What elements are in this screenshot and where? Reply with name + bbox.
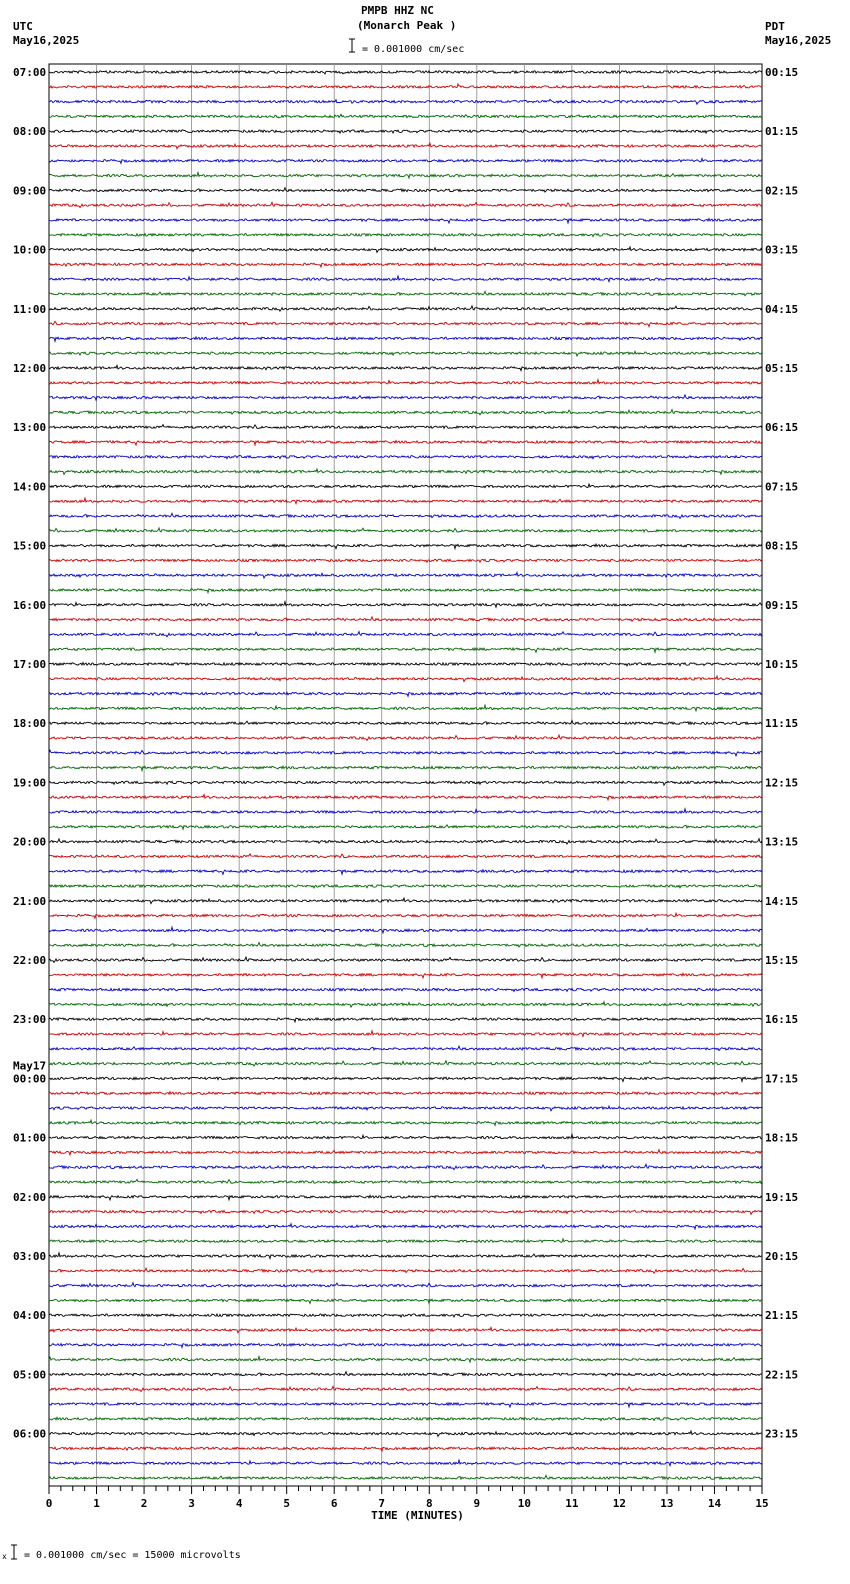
seismic-trace [49,395,762,400]
seismic-trace [49,1134,762,1139]
footer-marker: x [2,1552,7,1561]
seismic-trace [49,337,762,342]
seismic-trace [49,306,762,311]
seismic-trace [49,456,762,459]
left-hour-label: 07:00 [13,66,47,79]
seismic-trace [49,99,762,104]
left-hour-label: 12:00 [13,362,47,375]
left-timezone: UTC [13,20,33,33]
seismic-trace [49,143,762,149]
seismic-trace [49,1018,762,1022]
seismic-trace [49,114,762,118]
scale-label: = 0.001000 cm/sec [362,44,465,55]
seismic-trace [49,1253,762,1259]
right-hour-label: 10:15 [765,658,799,671]
seismic-trace [49,247,762,253]
seismic-trace [49,781,762,786]
left-hour-label: 17:00 [13,658,47,671]
left-hour-label: 22:00 [13,954,47,967]
seismic-trace [49,351,762,356]
seismic-trace [49,1268,762,1273]
right-hour-label: 18:15 [765,1131,799,1145]
right-hour-label: 01:15 [765,125,799,139]
x-tick-label: 0 [45,1497,53,1510]
seismic-trace [49,410,762,415]
seismic-trace [49,735,762,740]
x-tick-label: 10 [517,1497,531,1510]
left-date: May16,2025 [13,34,80,47]
right-hour-label: 05:15 [765,362,799,375]
seismic-trace [49,1431,762,1437]
left-hour-label: 14:00 [13,480,47,494]
footer-scale-bar-icon [10,1544,18,1562]
x-tick-label: 11 [565,1497,579,1510]
seismic-trace [49,766,762,771]
seismic-trace [49,469,762,475]
seismic-trace [49,1092,762,1095]
seismic-trace [49,158,762,163]
seismic-trace [49,1195,762,1200]
right-hour-label: 21:15 [765,1309,799,1323]
seismic-trace [49,1179,762,1183]
seismic-trace [49,913,762,918]
left-hour-label: 01:00 [13,1131,47,1145]
seismic-trace [49,1046,762,1050]
seismic-trace [49,1460,762,1466]
seismic-trace [49,1150,762,1155]
seismic-trace [49,84,762,88]
left-hour-label: 10:00 [13,243,47,257]
seismic-trace [49,676,762,682]
x-tick-label: 6 [330,1497,338,1510]
right-hour-label: 00:15 [765,66,799,79]
right-hour-label: 09:15 [765,598,799,612]
right-hour-label: 11:15 [765,717,799,731]
seismic-trace [49,1327,762,1333]
right-hour-label: 16:15 [765,1013,799,1027]
seismic-trace [49,1417,762,1420]
right-hour-label: 17:15 [765,1072,799,1086]
left-hour-label: 02:00 [13,1190,47,1204]
plot-frame [49,64,762,1486]
x-tick-label: 14 [707,1497,722,1510]
seismic-trace [49,1475,762,1479]
left-hour-label: 21:00 [13,894,47,908]
seismic-trace [49,1210,762,1214]
seismic-trace [49,1164,762,1169]
left-hour-label: 19:00 [13,776,47,790]
right-date: May16,2025 [765,34,832,47]
seismic-trace [49,234,762,237]
seismic-trace [49,291,762,295]
seismic-trace [49,484,762,488]
left-hour-label: 23:00 [13,1013,47,1027]
seismic-trace [49,795,762,800]
seismic-trace [49,809,762,814]
station-location: (Monarch Peak ) [357,19,457,32]
x-tick-label: 9 [473,1497,481,1510]
left-hour-label: 00:00 [13,1072,47,1086]
seismic-trace [49,632,762,637]
seismic-trace [49,1061,762,1066]
seismic-trace [49,885,762,888]
seismic-trace [49,988,762,991]
seismic-trace [49,589,762,593]
seismic-trace [49,380,762,385]
x-tick-label: 15 [755,1497,769,1510]
seismic-trace [49,1283,762,1287]
seismic-trace [49,648,762,652]
seismic-trace [49,1002,762,1008]
seismic-trace [49,854,762,858]
seismic-trace [49,957,762,962]
right-hour-label: 04:15 [765,302,799,316]
right-timezone: PDT [765,20,785,33]
seismic-trace [49,663,762,666]
seismic-trace [49,1356,762,1362]
seismic-trace [49,692,762,696]
x-tick-label: 2 [140,1497,148,1510]
right-hour-label: 03:15 [765,243,799,257]
seismic-trace [49,1120,762,1125]
seismic-trace [49,825,762,830]
seismic-trace [49,943,762,947]
x-tick-label: 5 [283,1497,290,1510]
seismic-trace [49,1224,762,1229]
seismic-trace [49,750,762,756]
station-title: PMPB HHZ NC [361,4,434,17]
right-hour-label: 06:15 [765,421,799,435]
right-hour-label: 20:15 [765,1250,799,1263]
seismic-trace [49,321,762,326]
seismic-trace [49,71,762,74]
seismic-trace [49,1403,762,1407]
seismic-trace [49,973,762,978]
seismic-trace [49,1386,762,1391]
seismic-trace [49,263,762,267]
left-hour-label: 13:00 [13,421,47,435]
seismic-trace [49,441,762,446]
date-change-label: May17 [13,1059,47,1073]
seismic-trace [49,705,762,711]
seismic-trace [49,617,762,621]
left-hour-label: 20:00 [13,835,47,849]
seismic-trace [49,1314,762,1317]
seismic-trace [49,1239,762,1243]
x-tick-label: 1 [93,1497,100,1510]
left-hour-label: 08:00 [13,125,47,139]
right-hour-label: 08:15 [765,539,799,553]
seismic-trace [49,1344,762,1348]
right-hour-label: 15:15 [765,954,799,967]
right-hour-label: 19:15 [765,1190,799,1204]
right-hour-label: 23:15 [765,1427,799,1441]
right-hour-label: 02:15 [765,184,799,198]
right-hour-label: 12:15 [765,776,799,790]
right-hour-label: 07:15 [765,480,799,494]
seismic-trace [49,130,762,133]
x-tick-label: 13 [660,1497,674,1510]
seismic-trace [49,425,762,429]
seismic-trace [49,276,762,282]
seismic-trace [49,544,762,549]
left-hour-label: 18:00 [13,717,47,731]
left-hour-label: 16:00 [13,598,47,612]
seismic-trace [49,602,762,608]
seismic-trace [49,1106,762,1111]
right-hour-label: 22:15 [765,1368,799,1382]
x-tick-label: 7 [378,1497,386,1510]
seismic-trace [49,513,762,518]
seismic-trace [49,1077,762,1081]
x-axis-label: TIME (MINUTES) [371,1509,464,1522]
seismic-trace [49,721,762,725]
seismic-trace [49,1299,762,1304]
seismic-trace [49,573,762,579]
right-hour-label: 14:15 [765,894,799,908]
seismic-trace [49,1031,762,1037]
seismic-trace [49,559,762,562]
footer-scale-label: = 0.001000 cm/sec = 15000 microvolts [24,1550,241,1561]
right-hour-label: 13:15 [765,835,799,849]
seismic-trace [49,172,762,178]
seismic-trace [49,870,762,875]
seismic-trace [49,1372,762,1376]
seismic-trace [49,927,762,933]
seismic-trace [49,188,762,192]
seismic-trace [49,898,762,904]
seismic-trace [49,839,762,844]
left-hour-label: 11:00 [13,302,47,316]
x-tick-label: 12 [612,1497,627,1510]
left-hour-label: 09:00 [13,184,47,198]
left-hour-label: 06:00 [13,1427,47,1441]
seismic-trace [49,498,762,504]
seismic-trace [49,202,762,207]
seismic-trace [49,365,762,370]
x-tick-label: 4 [235,1497,243,1510]
x-tick-label: 3 [188,1497,195,1510]
left-hour-label: 15:00 [13,539,47,553]
seismic-trace [49,219,762,224]
seismic-trace [49,528,762,532]
left-hour-label: 03:00 [13,1250,47,1263]
left-hour-label: 05:00 [13,1368,47,1382]
x-tick-label: 8 [425,1497,433,1510]
seismic-trace [49,1447,762,1451]
left-hour-label: 04:00 [13,1309,47,1323]
